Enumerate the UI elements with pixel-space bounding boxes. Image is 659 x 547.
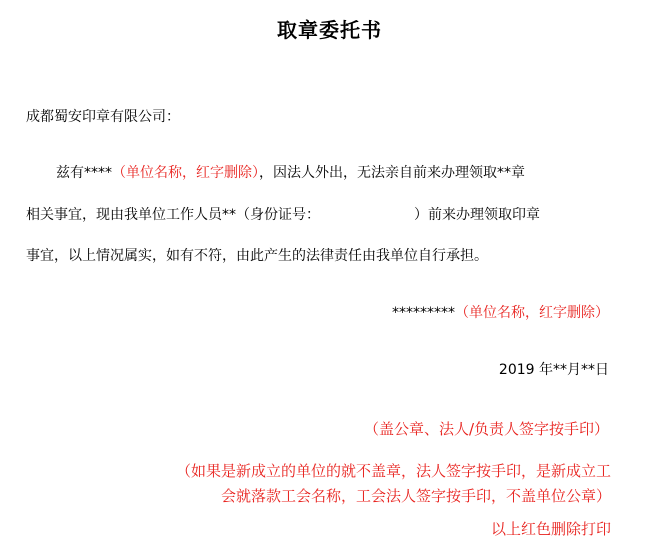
body-line-2-suffix: ）前来办理领取印章 (414, 207, 540, 223)
seal-note: （盖公章、法人/负责人签字按手印） (363, 420, 609, 438)
print-note: 以上红色删除打印 (490, 520, 611, 538)
body-line-1-prefix: 兹有**** (56, 165, 112, 181)
document-title: 取章委托书 (277, 18, 382, 42)
conditional-note (176, 459, 611, 509)
body-line-1-red-note: （单位名称，红字删除） (112, 165, 259, 181)
body-line-2 (26, 206, 540, 224)
body-line-3: 事宜，以上情况属实，如有不符，由此产生的法律责任由我单位自行承担。 (26, 248, 488, 264)
signer-red-note: （单位名称，红字删除） (455, 305, 609, 321)
signer-line (392, 304, 609, 322)
body-line-1-suffix: ，因法人外出，无法亲自前来办理领取**章 (259, 165, 525, 181)
conditional-note-line-2: 会就落款工会名称，工会法人签字按手印，不盖单位公章） (220, 487, 611, 505)
recipient-line: 成都蜀安印章有限公司： (26, 109, 180, 125)
body-line-1 (56, 164, 525, 182)
date-line: 2019 年**月**日 (498, 362, 609, 378)
signer-name: ********* (392, 305, 455, 321)
conditional-note-line-1: （如果是新成立的单位的就不盖章，法人签字按手印，是新成立工 (175, 462, 611, 480)
body-line-2-prefix: 相关事宜，现由我单位工作人员**（身份证号： (26, 207, 320, 223)
